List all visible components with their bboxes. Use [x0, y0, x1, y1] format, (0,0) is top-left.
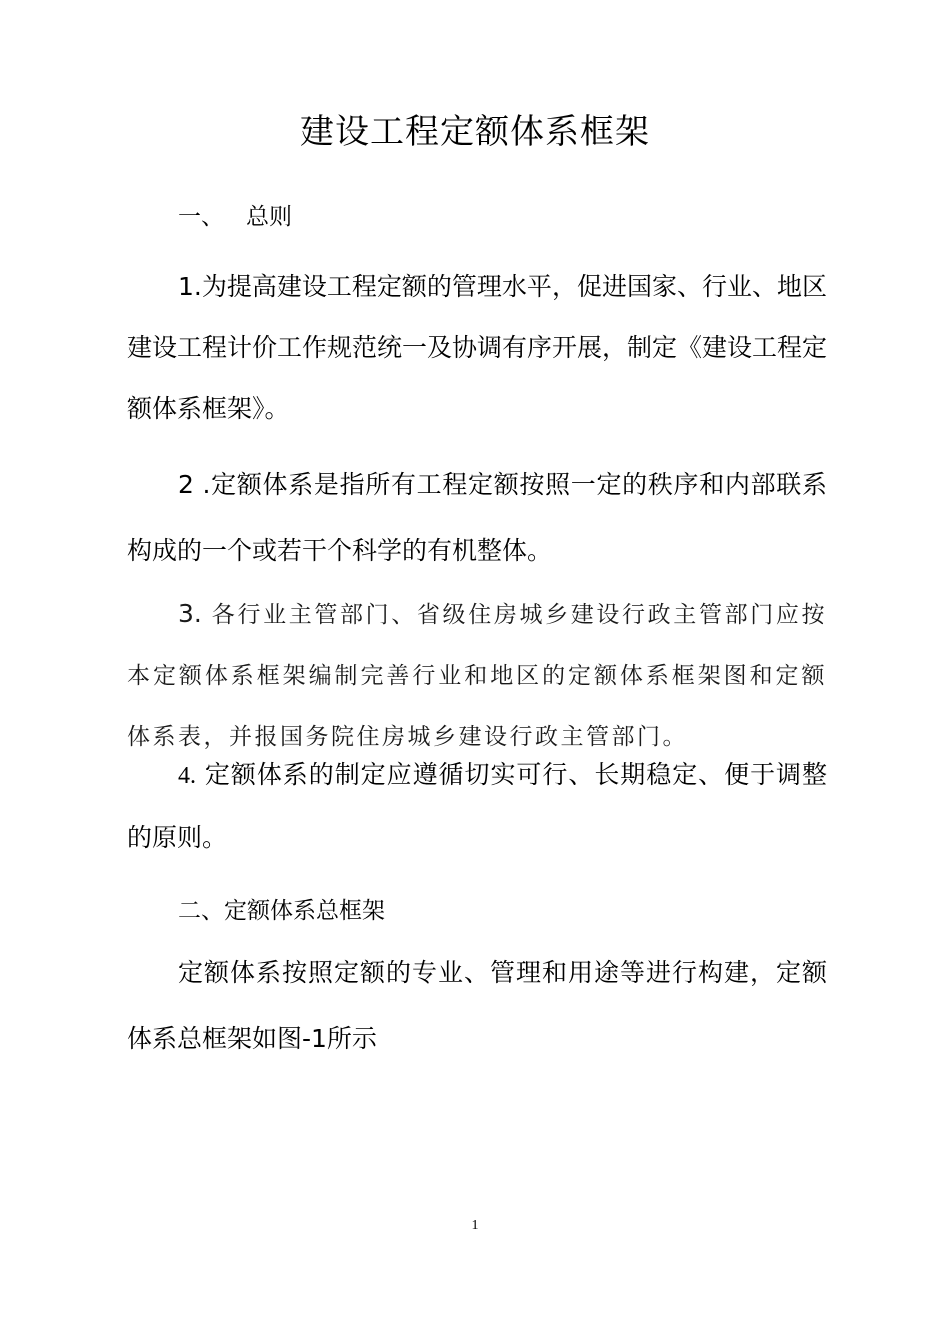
paragraph-3-text: 各行业主管部门、省级住房城乡建设行政主管部门应按本定额体系框架编制完善行业和地区的定额体系框架图和定额体系表，并报国务院住房城乡建设行政主管部门。 — [127, 602, 827, 750]
section-heading-general — [178, 202, 292, 232]
paragraph-2: 2 .定额体系是指所有工程定额按照一定的秩序和内部联系构成的一个或若干个科学的有机整体。 — [127, 470, 827, 565]
paragraph-3-number: 3. — [178, 599, 202, 628]
paragraph-4-text: 定额体系的制定应遵循切实可行、长期稳定、便于调整的原则。 — [127, 760, 827, 852]
section-title: 总则 — [246, 204, 292, 230]
document-title: 建设工程定额体系框架 — [300, 112, 650, 152]
paragraph-4-number: 4. — [178, 763, 196, 789]
section-heading-framework: 二、定额体系总框架 — [178, 898, 385, 924]
section-number: 一、 — [178, 204, 224, 230]
paragraph-framework: 定额体系按照定额的专业、管理和用途等进行构建，定额体系总框架如图-1所示 — [127, 958, 827, 1053]
paragraph-1: 1.为提高建设工程定额的管理水平，促进国家、行业、地区建设工程计价工作规范统一及协调有序开展，制定《建设工程定额体系框架》。 — [127, 272, 828, 423]
page-number: 1 — [471, 1218, 479, 1233]
paragraph-4 — [127, 744, 827, 868]
paragraph-3 — [127, 583, 827, 768]
